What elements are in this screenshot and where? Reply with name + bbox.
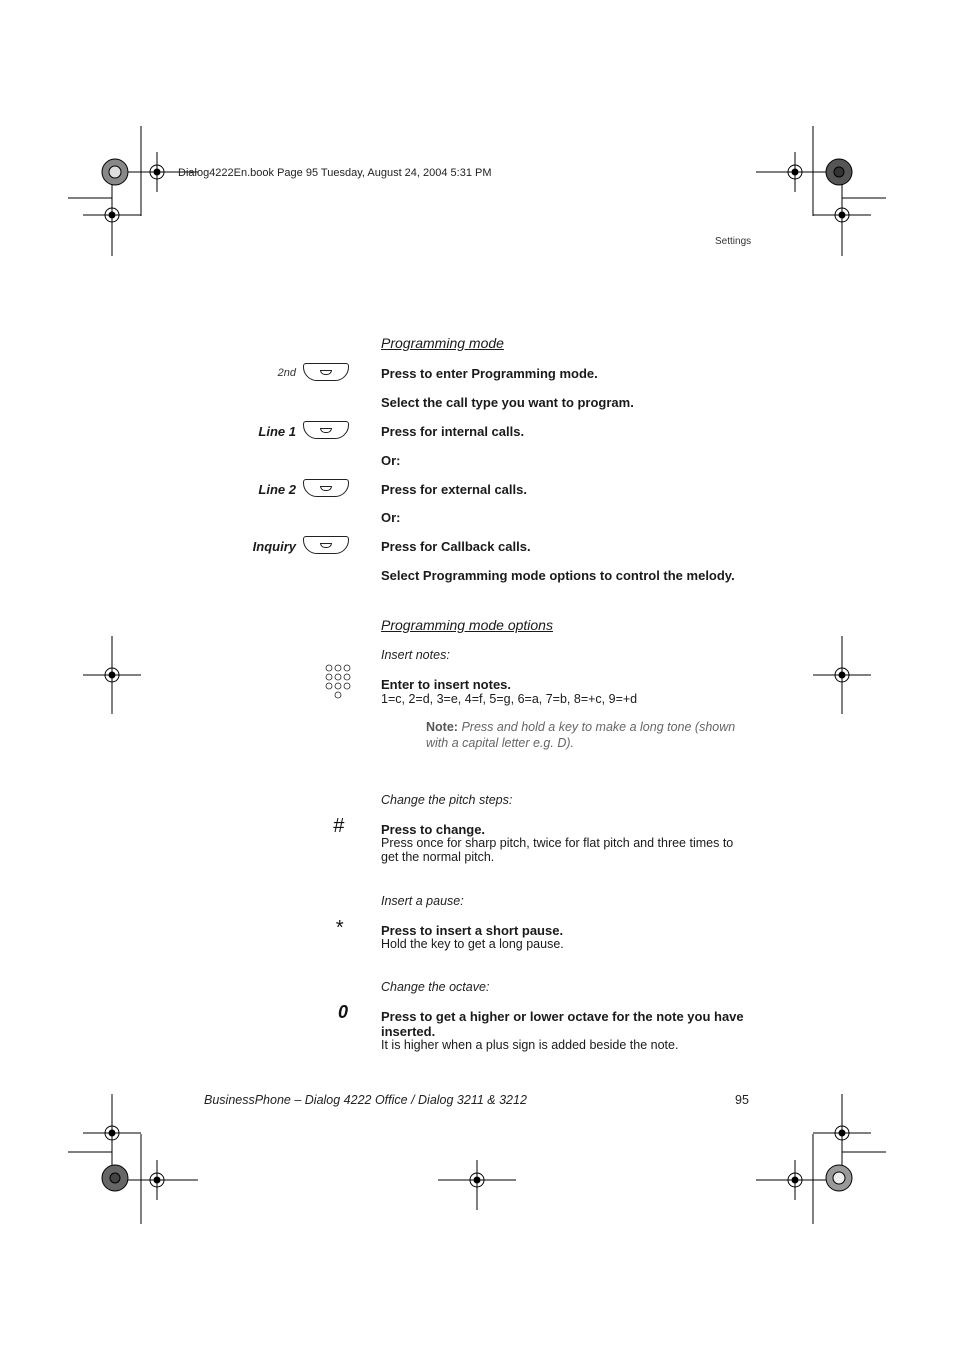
note-mapping: 1=c, 2=d, 3=e, 4=f, 5=g, 6=a, 7=b, 8=+c, 9=+d [381, 692, 638, 706]
line1-key-icon [303, 421, 349, 439]
key-label-2nd: 2nd [277, 367, 296, 379]
note-label: Note: [426, 720, 458, 734]
pause-detail: Hold the key to get a long pause. [381, 937, 564, 951]
pause-instruction: Press to insert a short pause. [381, 923, 564, 938]
octave-detail: It is higher when a plus sign is added beside the note. [381, 1038, 679, 1052]
note-box [426, 719, 746, 751]
key-label-line1: Line 1 [258, 424, 296, 439]
step-external-calls: Press for external calls. [381, 482, 527, 497]
pitch-instruction: Press to change. [381, 822, 486, 837]
star-key-icon: * [335, 917, 343, 939]
inquiry-key-icon [303, 536, 349, 554]
zero-key-icon: 0 [338, 1002, 349, 1022]
section-heading-options: Programming mode options [381, 617, 553, 633]
step-callback-calls: Press for Callback calls. [381, 539, 531, 554]
section-heading-programming-mode: Programming mode [381, 335, 504, 351]
keypad-icon [324, 664, 352, 700]
pause-label: Insert a pause: [381, 894, 464, 908]
hash-key-icon: # [333, 815, 345, 837]
step-select-call-type: Select the call type you want to program. [381, 395, 634, 410]
insert-notes-instruction: Enter to insert notes. [381, 677, 512, 692]
slug-line: Dialog4222En.book Page 95 Tuesday, August 24, 2004 5:31 PM [178, 167, 492, 179]
octave-label: Change the octave: [381, 980, 490, 994]
key-label-inquiry: Inquiry [252, 539, 296, 554]
running-header: Settings [715, 236, 752, 247]
insert-notes-label: Insert notes: [381, 648, 450, 662]
footer-title: BusinessPhone – Dialog 4222 Office / Dialog 3211 & 3212 [204, 1093, 527, 1107]
page-number: 95 [735, 1093, 749, 1107]
step-select-options: Select Programming mode options to control the melody. [381, 568, 735, 583]
key-label-line2: Line 2 [258, 482, 296, 497]
or-2: Or: [381, 510, 401, 525]
line2-key-icon [303, 479, 349, 497]
step-internal-calls: Press for internal calls. [381, 424, 525, 439]
pitch-detail: Press once for sharp pitch, twice for flat pitch and three times to get the normal pitch. [381, 836, 734, 864]
octave-instruction: Press to get a higher or lower octave for the note you have inserted. [381, 1009, 744, 1039]
step-enter-programming: Press to enter Programming mode. [381, 366, 598, 381]
note-text: Press and hold a key to make a long tone (shown with a capital letter e.g. D). [426, 720, 736, 750]
pitch-label: Change the pitch steps: [381, 793, 513, 807]
or-1: Or: [381, 453, 401, 468]
2nd-key-icon [303, 363, 349, 381]
